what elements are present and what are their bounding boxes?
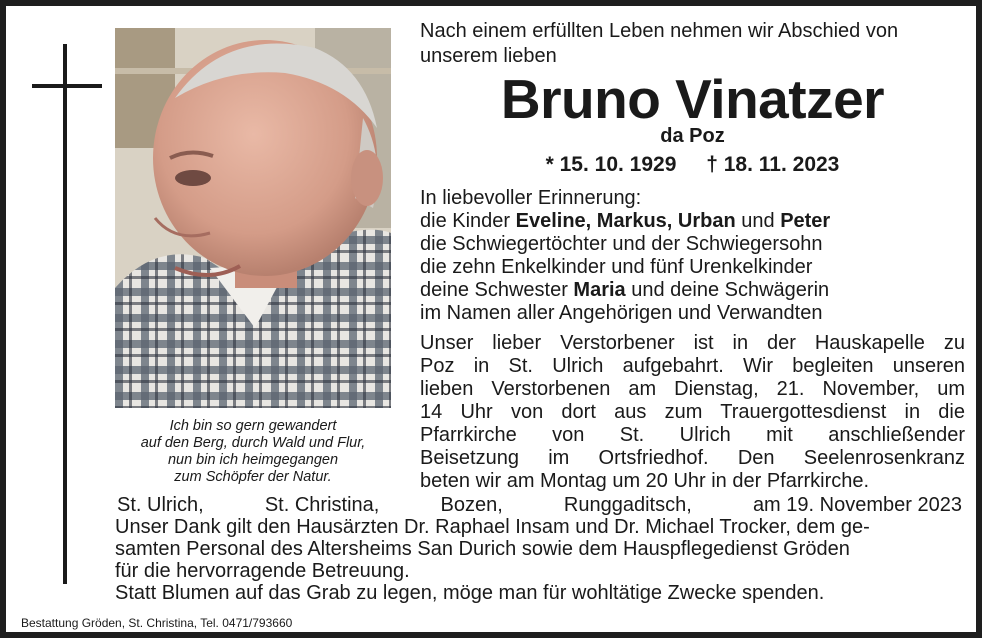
- children-line: die Kinder Eveline, Markus, Urban und Peter: [420, 210, 831, 232]
- closing-section: [117, 494, 962, 604]
- thanks-line: Unser Dank gilt den Hausärzten Dr. Raphael Insam und Dr. Michael Trocker, dem ge-: [115, 516, 870, 538]
- relatives-line: im Namen aller Angehörigen und Verwandten: [420, 302, 823, 324]
- notice-line: Poz in St. Ulrich aufgebahrt. Wir begleiten unseren: [420, 355, 965, 377]
- life-dates: [420, 152, 965, 178]
- cross-icon-vertical: [63, 44, 67, 584]
- poem-line: zum Schöpfer der Natur.: [174, 469, 332, 485]
- nickname: da Poz: [660, 125, 725, 147]
- intro-line: Nach einem erfüllten Leben nehmen wir Abschied von: [420, 20, 899, 42]
- sister-line: deine Schwester Maria und deine Schwägerin: [420, 279, 830, 301]
- memory-heading: In liebevoller Erinnerung:: [420, 187, 642, 209]
- notice-line: Unser lieber Verstorbener ist in der Hauskapelle zu: [420, 332, 965, 354]
- funeral-notice: [420, 332, 965, 493]
- intro-text: [420, 19, 965, 69]
- donation-line: Statt Blumen auf das Grab zu legen, möge man für wohltätige Zwecke spenden.: [115, 582, 825, 604]
- poem-line: nun bin ich heimgegangen: [167, 452, 339, 468]
- child-last-name: Peter: [780, 210, 831, 232]
- notice-line: Beisetzung im Ortsfriedhof. Den Seelenrosenkranz: [420, 447, 965, 469]
- deceased-name: Bruno Vinatzer: [500, 68, 885, 130]
- intro-line: unserem lieben: [420, 45, 557, 67]
- funeral-home-credit: Bestattung Gröden, St. Christina, Tel. 0471/793660: [21, 616, 293, 630]
- death-date: † 18. 11. 2023: [706, 153, 840, 176]
- place-date-line: St. Ulrich, St. Christina, Bozen, Runggaditsch, am 19. November 2023: [117, 494, 962, 516]
- birth-date: * 15. 10. 1929: [545, 153, 677, 176]
- announcement-column: [420, 12, 965, 493]
- cross-icon-horizontal: [32, 84, 102, 88]
- photo-caption-poem: [115, 418, 391, 486]
- portrait-photo: [115, 28, 391, 408]
- notice-line: beten wir am Montag um 20 Uhr in der Pfarrkirche.: [420, 470, 870, 492]
- mourners-list: [420, 187, 965, 325]
- grandchildren-line: die zehn Enkelkinder und fünf Urenkelkinder: [420, 256, 813, 278]
- notice-line: 14 Uhr von dort aus zum Trauergottesdienst in die: [420, 401, 965, 423]
- children-names: Eveline, Markus, Urban: [515, 210, 736, 232]
- notice-line: lieben Verstorbenen am Dienstag, 21. November, um: [420, 378, 965, 400]
- thanks-line: für die hervorragende Betreuung.: [115, 560, 410, 582]
- poem-line: auf den Berg, durch Wald und Flur,: [140, 435, 366, 451]
- thanks-line: samten Personal des Altersheims San Durich sowie dem Hauspflegedienst Gröden: [115, 538, 850, 560]
- poem-line: Ich bin so gern gewandert: [169, 418, 337, 434]
- notice-line: Pfarrkirche von St. Ulrich mit anschließender: [420, 424, 965, 446]
- sister-name: Maria: [573, 279, 626, 301]
- in-laws-line: die Schwiegertöchter und der Schwiegersohn: [420, 233, 823, 255]
